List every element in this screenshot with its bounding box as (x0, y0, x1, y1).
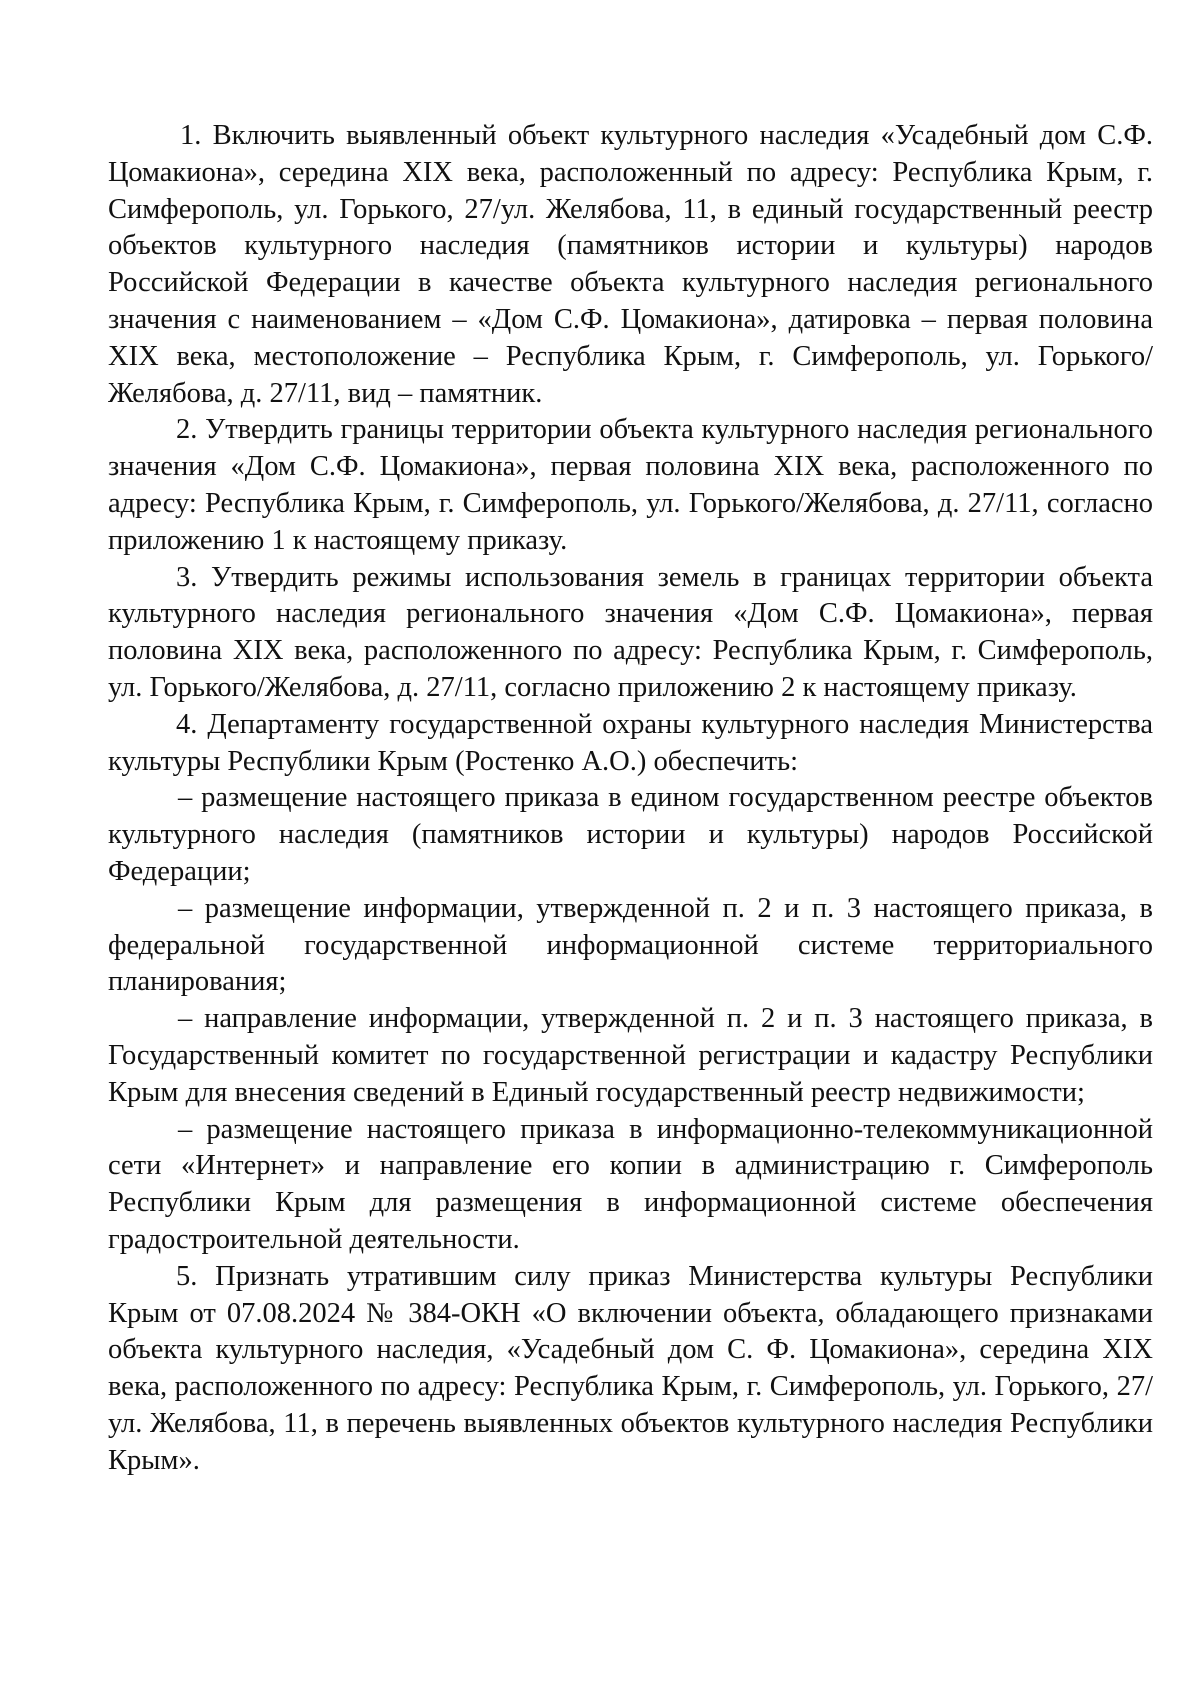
paragraph-dash-4: – размещение настоящего приказа в информационно-телекоммуникационной сети «Интернет» и направление его копии в администрацию г. Симферополь Республики Крым для размещения в информационной системе обеспечения градостроительной деятельности. (108, 1113, 1153, 1255)
paragraph-item-2: 2. Утвердить границы территории объекта культурного наследия регионального значения «Дом С.Ф. Цомакиона», первая половина XIX века, расположенного по адресу: Республика Крым, г. Симферополь, ул. Горького/Желябова, д. 27/11, согласно приложению 1 к настоящему приказу. (108, 414, 1153, 556)
paragraph-dash-1: – размещение настоящего приказа в едином государственном реестре объектов культурного наследия (памятников истории и культуры) народов Российской Федерации; (108, 782, 1153, 887)
paragraph-item-1: 1. Включить выявленный объект культурного наследия «Усадебный дом С.Ф. Цомакиона», середина XIX века, расположенный по адресу: Республика Крым, г. Симферополь, ул. Горького, 27/ул. Желябова, 11, в единый государственный реестр объектов культурного наследия (памятников истории и культуры) народов Российской Федерации в качестве объекта культурного наследия регионального значения с наименованием – «Дом С.Ф. Цомакиона», датировка – первая половина XIX века, местоположение – Республика Крым, г. Симферополь, ул. Горького/Желябова, д. 27/11, вид – памятник. (108, 120, 1153, 409)
paragraph-dash-3: – направление информации, утвержденной п. 2 и п. 3 настоящего приказа, в Государственный комитет по государственной регистрации и кадастру Республики Крым для внесения сведений в Единый государственный реестр недвижимости; (108, 1003, 1153, 1108)
paragraph-item-3: 3. Утвердить режимы использования земель в границах территории объекта культурного наследия регионального значения «Дом С.Ф. Цомакиона», первая половина XIX века, расположенного по адресу: Республика Крым, г. Симферополь, ул. Горького/Желябова, д. 27/11, согласно приложению 2 к настоящему приказу. (108, 561, 1153, 703)
document-body (108, 118, 1153, 1479)
paragraph-item-5: 5. Признать утратившим силу приказ Министерства культуры Республики Крым от 07.08.2024 № 384-ОКН «О включении объекта, обладающего признаками объекта культурного наследия, «Усадебный дом С. Ф. Цомакиона», середина XIX века, расположенного по адресу: Республика Крым, г. Симферополь, ул. Горького, 27/ул. Желябова, 11, в перечень выявленных объектов культурного наследия Республики Крым». (108, 1260, 1153, 1476)
paragraph-dash-2: – размещение информации, утвержденной п. 2 и п. 3 настоящего приказа, в федеральной государственной информационной системе территориального планирования; (108, 892, 1153, 998)
paragraph-item-4: 4. Департаменту государственной охраны культурного наследия Министерства культуры Республики Крым (Ростенко А.О.) обеспечить: (108, 708, 1153, 777)
